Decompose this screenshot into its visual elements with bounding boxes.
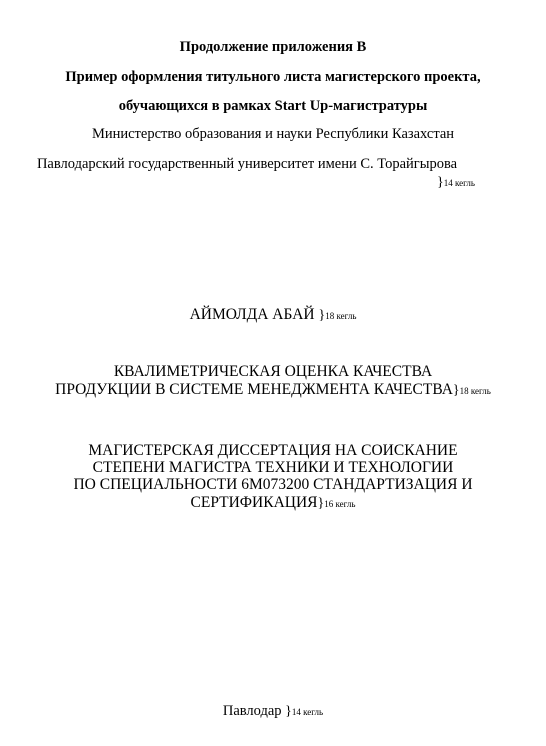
dissertation-line-2 [0, 460, 546, 476]
thesis-title-text: ПРОДУКЦИИ В СИСТЕМЕ МЕНЕДЖМЕНТА КАЧЕСТВА [55, 381, 453, 398]
dissertation-line-1 [0, 443, 546, 459]
example-title-line [0, 70, 546, 85]
university-text: Павлодарский государственный университет имени С. Торайгырова [36, 156, 458, 172]
brace-mark: } [452, 383, 460, 398]
dissertation-line-3 [0, 477, 546, 493]
font-size-note-text: 14 кегль [443, 178, 475, 188]
font-size-note-text: 16 кегль [324, 499, 356, 509]
dissertation-text: СЕРТИФИКАЦИЯ [190, 494, 318, 511]
brace-mark: } [285, 704, 292, 719]
font-size-note-text: 18 кегль [459, 386, 491, 396]
dissertation-text: СТЕПЕНИ МАГИСТРА ТЕХНИКИ И ТЕХНОЛОГИИ [92, 459, 454, 476]
thesis-title-line-2 [0, 382, 546, 398]
dissertation-line-4 [0, 495, 546, 511]
appendix-continuation-text: Продолжение приложения В [179, 39, 367, 55]
ministry-line [0, 127, 546, 142]
example-title-text: Пример оформления титульного листа магистерского проекта, [65, 69, 481, 85]
font-size-note-text: 18 кегль [325, 311, 357, 321]
dissertation-text: ПО СПЕЦИАЛЬНОСТИ 6М073200 СТАНДАРТИЗАЦИЯ И [73, 476, 473, 493]
city-text: Павлодар [222, 703, 282, 719]
brace-mark: } [318, 308, 326, 323]
author-name-line [0, 307, 546, 323]
city-line [0, 704, 546, 719]
author-name-text: АЙМОЛДА АБАЙ [189, 306, 315, 323]
university-line [0, 157, 520, 172]
brace-mark: } [437, 175, 444, 190]
startup-magistracy-line [0, 99, 546, 114]
startup-magistracy-text: обучающихся в рамках Start Up-магистратуры [118, 98, 428, 114]
thesis-title-line-1 [0, 364, 546, 380]
university-font-size-note [437, 174, 475, 190]
ministry-text: Министерство образования и науки Республики Казахстан [91, 126, 455, 142]
dissertation-text: МАГИСТЕРСКАЯ ДИССЕРТАЦИЯ НА СОИСКАНИЕ [88, 442, 458, 459]
appendix-continuation-heading [0, 40, 546, 55]
thesis-title-text: КВАЛИМЕТРИЧЕСКАЯ ОЦЕНКА КАЧЕСТВА [113, 363, 433, 380]
brace-mark: } [317, 496, 325, 511]
font-size-note-text: 14 кегль [291, 707, 324, 717]
